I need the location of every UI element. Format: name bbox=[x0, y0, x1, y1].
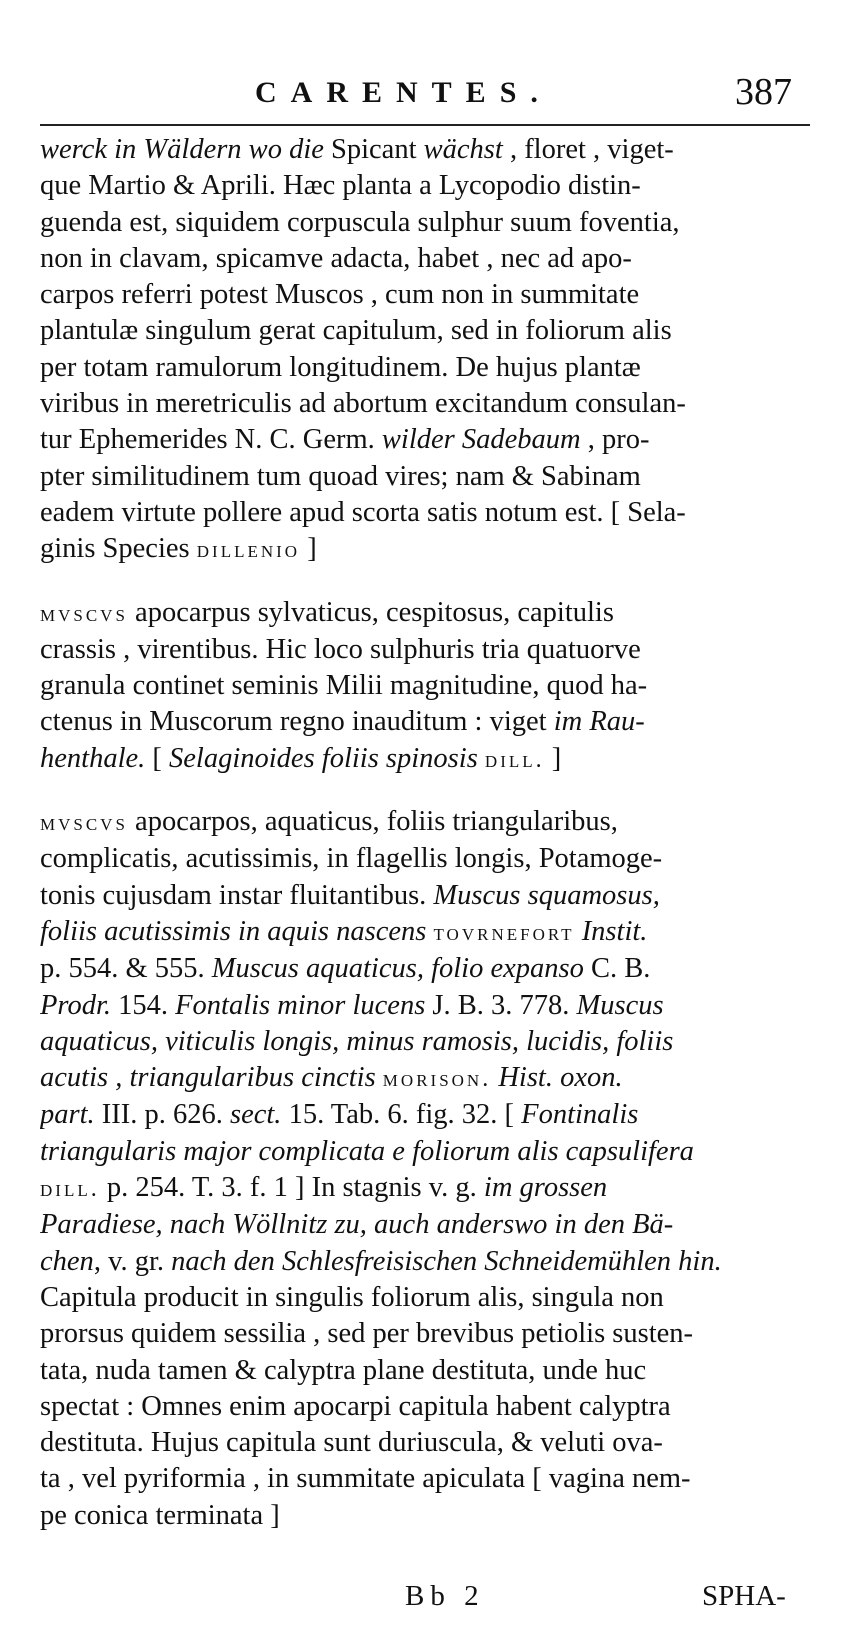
italic-text: chen bbox=[40, 1245, 94, 1277]
text-segment: eadem virtute pollere apud scorta satis notum est. [ Sela- bbox=[40, 496, 686, 528]
paragraph bbox=[40, 132, 812, 569]
text-line bbox=[40, 1425, 812, 1461]
italic-text: Selaginoides foliis spinosis bbox=[169, 742, 478, 774]
text-line bbox=[40, 313, 812, 349]
italic-text: Muscus aquaticus, folio expanso bbox=[211, 953, 584, 985]
paragraph bbox=[40, 595, 812, 778]
text-segment bbox=[478, 743, 485, 774]
text-line bbox=[40, 841, 812, 877]
text-segment: p. 554. & 555. bbox=[40, 953, 212, 985]
text-segment: apocarpos, aquaticus, foliis triangularibus, bbox=[127, 806, 618, 838]
text-line bbox=[40, 1024, 812, 1060]
italic-text: Hist. bbox=[498, 1062, 553, 1094]
text-line bbox=[40, 1353, 812, 1389]
text-segment bbox=[376, 1062, 383, 1093]
small-caps-name: tovrnefort bbox=[433, 919, 575, 946]
text-line bbox=[40, 704, 812, 740]
italic-text: Fontalis minor lucens bbox=[175, 989, 426, 1021]
small-caps-name: dillenio bbox=[196, 537, 301, 564]
text-line bbox=[40, 878, 812, 914]
small-caps-name: morison. bbox=[382, 1066, 492, 1093]
italic-text: im Rau- bbox=[553, 706, 645, 738]
text-line bbox=[40, 804, 812, 841]
paragraph bbox=[40, 804, 812, 1534]
text-line bbox=[40, 951, 812, 987]
page-number: 387 bbox=[735, 71, 792, 113]
small-caps-name: dill. bbox=[40, 1176, 100, 1203]
running-title: CARENTES. bbox=[255, 76, 552, 109]
text-line bbox=[40, 1461, 812, 1497]
text-segment: spectat : Omnes enim apocarpi capitula habent calyptra bbox=[40, 1390, 671, 1422]
text-segment: ta , vel pyriformia , in summitate apiculata [ vagina nem- bbox=[40, 1463, 691, 1495]
text-segment: per totam ramulorum longitudinem. De hujus plantæ bbox=[40, 351, 641, 383]
text-segment: J. B. 3. 778. bbox=[425, 989, 577, 1021]
italic-text: wächst bbox=[423, 134, 503, 165]
text-line bbox=[40, 1389, 812, 1425]
text-segment: tonis cujusdam instar fluitantibus. bbox=[40, 879, 434, 911]
text-segment: viribus in meretriculis ad abortum excitandum consulan- bbox=[40, 388, 686, 420]
italic-text: Muscus squamosus, bbox=[433, 879, 660, 911]
small-caps-name: dill. bbox=[484, 746, 545, 773]
italic-text: oxon. bbox=[560, 1062, 623, 1094]
text-line bbox=[40, 1097, 812, 1133]
text-segment: ctenus in Muscorum regno inauditum : viget bbox=[40, 706, 554, 738]
text-line bbox=[40, 1498, 812, 1534]
text-line bbox=[40, 741, 812, 778]
text-line bbox=[40, 495, 812, 531]
text-line bbox=[40, 1134, 812, 1170]
text-line bbox=[40, 1280, 812, 1316]
text-line bbox=[40, 988, 812, 1024]
text-segment: granula continet seminis Milii magnitudine, quod ha- bbox=[40, 670, 648, 702]
text-line bbox=[40, 241, 812, 277]
text-line bbox=[40, 132, 812, 168]
italic-text: nach den Schlesfreisischen Schneidemühlen hin. bbox=[171, 1245, 722, 1277]
italic-text: henthale. bbox=[40, 742, 146, 774]
text-segment: Spicant bbox=[323, 134, 424, 165]
signature-mark: Bb 2 bbox=[405, 1580, 485, 1612]
italic-text: sect. bbox=[230, 1099, 282, 1131]
text-line bbox=[40, 632, 812, 668]
text-segment: prorsus quidem sessilia , sed per brevibus petiolis susten- bbox=[40, 1318, 694, 1350]
text-line bbox=[40, 1170, 812, 1207]
italic-text: werck in Wäldern wo die bbox=[40, 134, 324, 165]
text-segment: [ bbox=[145, 742, 170, 774]
italic-text: Prodr. bbox=[40, 989, 111, 1021]
italic-text: Fontinalis bbox=[521, 1099, 639, 1131]
italic-text: acutis , triangularibus cinctis bbox=[40, 1062, 376, 1094]
italic-text: part. bbox=[40, 1099, 95, 1131]
italic-text: foliis acutissimis in aquis nascens bbox=[40, 915, 427, 947]
text-line bbox=[40, 531, 812, 568]
header-rule bbox=[40, 124, 810, 126]
italic-text: aquaticus, viticulis longis, minus ramosis, lucidis, foliis bbox=[40, 1025, 674, 1057]
text-line bbox=[40, 459, 812, 495]
text-segment: pe conica terminata ] bbox=[40, 1499, 280, 1531]
text-line bbox=[40, 1207, 812, 1243]
text-line bbox=[40, 668, 812, 704]
text-line bbox=[40, 168, 812, 204]
text-segment: Capitula producit in singulis foliorum alis, singula non bbox=[40, 1281, 664, 1313]
small-caps-name: mvscvs bbox=[40, 600, 128, 627]
italic-text: Muscus bbox=[576, 989, 664, 1021]
text-segment: , v. gr. bbox=[93, 1245, 172, 1277]
text-segment: carpos referri potest Muscos , cum non in summitate bbox=[40, 279, 640, 311]
text-line bbox=[40, 350, 812, 386]
text-segment: ] bbox=[544, 742, 562, 774]
text-segment: ginis Species bbox=[40, 533, 197, 565]
text-segment: crassis , virentibus. Hic loco sulphuris tria quatuorve bbox=[40, 633, 641, 665]
text-body bbox=[40, 132, 812, 1534]
text-segment bbox=[575, 916, 582, 947]
text-line bbox=[40, 386, 812, 422]
text-segment: , floret , viget- bbox=[502, 134, 674, 165]
text-line bbox=[40, 1060, 812, 1097]
text-segment: p. 254. T. 3. f. 1 ] In stagnis v. g. bbox=[99, 1172, 484, 1204]
italic-text: triangularis major complicata e foliorum alis capsulifera bbox=[40, 1135, 694, 1167]
text-line bbox=[40, 1316, 812, 1352]
italic-text: Instit. bbox=[581, 915, 648, 947]
italic-text: Paradiese, nach Wöllnitz zu, auch anderswo in den Bä- bbox=[40, 1209, 674, 1241]
text-segment: , pro- bbox=[580, 424, 650, 456]
text-segment: C. B. bbox=[583, 953, 651, 985]
italic-text: im grossen bbox=[483, 1172, 608, 1204]
text-segment: que Martio & Aprili. Hæc planta a Lycopodio distin- bbox=[40, 170, 641, 202]
text-segment: 154. bbox=[111, 989, 176, 1021]
small-caps-name: mvscvs bbox=[40, 810, 128, 837]
text-line bbox=[40, 595, 812, 632]
text-segment: pter similitudinem tum quoad vires; nam & Sabinam bbox=[40, 460, 641, 492]
text-segment: 15. Tab. 6. fig. 32. [ bbox=[281, 1099, 522, 1131]
text-segment: destituta. Hujus capitula sunt duriuscula, & veluti ova- bbox=[40, 1427, 663, 1459]
text-segment: plantulæ singulum gerat capitulum, sed in foliorum alis bbox=[40, 315, 672, 347]
text-segment: III. p. 626. bbox=[94, 1099, 230, 1131]
italic-text: wilder Sadebaum bbox=[381, 424, 581, 456]
text-line bbox=[40, 1244, 812, 1280]
text-segment: ] bbox=[300, 533, 317, 565]
text-segment: non in clavam, spicamve adacta, habet , nec ad apo- bbox=[40, 242, 632, 274]
text-segment: tur Ephemerides N. C. Germ. bbox=[40, 424, 382, 456]
text-line bbox=[40, 205, 812, 241]
text-segment: guenda est, siquidem corpuscula sulphur suum foventia, bbox=[40, 206, 680, 238]
page-header bbox=[0, 70, 850, 130]
text-segment: complicatis, acutissimis, in flagellis longis, Potamoge- bbox=[40, 843, 663, 875]
text-line bbox=[40, 914, 812, 951]
text-line bbox=[40, 277, 812, 313]
text-segment: tata, nuda tamen & calyptra plane destituta, unde huc bbox=[40, 1354, 647, 1386]
catchword: SPHA- bbox=[702, 1580, 786, 1612]
page-footer bbox=[0, 1574, 850, 1624]
text-segment: apocarpus sylvaticus, cespitosus, capitulis bbox=[127, 596, 614, 628]
text-line bbox=[40, 422, 812, 458]
